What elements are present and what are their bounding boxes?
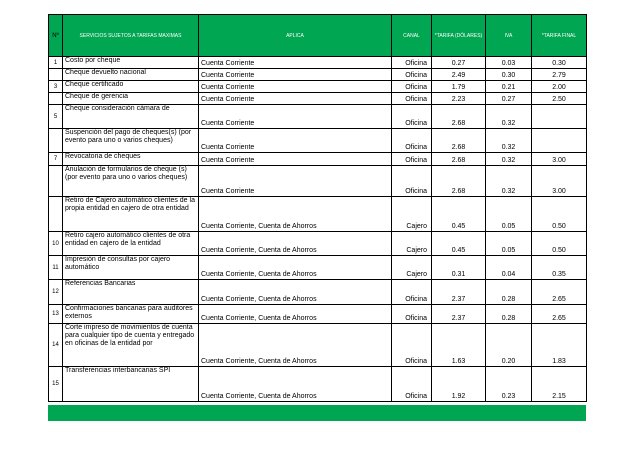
canal-cell: Oficina [392, 280, 432, 305]
tarifa-final-cell: 2.15 [532, 367, 587, 402]
aplica-cell: Cuenta Corriente [199, 69, 392, 81]
iva-cell: 0.32 [486, 153, 532, 166]
table-row [49, 69, 587, 81]
tarifa-cell: 0.45 [432, 232, 486, 256]
tarifa-final-cell: 2.00 [532, 81, 587, 93]
service-cell: Cheque consideración cámara de [63, 105, 199, 129]
tarifa-cell: 2.49 [432, 69, 486, 81]
tarifa-cell: 2.68 [432, 166, 486, 197]
service-cell: Cheque devuelto nacional [63, 69, 199, 81]
iva-cell: 0.20 [486, 324, 532, 367]
tarifa-final-cell: 0.50 [532, 197, 587, 232]
tarifa-cell: 1.63 [432, 324, 486, 367]
tarifa-final-cell: 0.30 [532, 57, 587, 69]
table-row [49, 367, 587, 402]
aplica-cell: Cuenta Corriente [199, 129, 392, 153]
service-cell: Retiro cajero automático clientes de otra entidad en cajero de la entidad [63, 232, 199, 256]
tarifa-cell: 1.92 [432, 367, 486, 402]
iva-cell: 0.21 [486, 81, 532, 93]
header-aplica: APLICA [199, 15, 392, 57]
table-row [49, 280, 587, 305]
aplica-cell: Cuenta Corriente, Cuenta de Ahorros [199, 256, 392, 280]
tarifa-cell: 2.23 [432, 93, 486, 105]
tarifa-final-cell: 0.50 [532, 232, 587, 256]
aplica-cell: Cuenta Corriente [199, 153, 392, 166]
iva-cell: 0.30 [486, 69, 532, 81]
canal-cell: Oficina [392, 153, 432, 166]
iva-cell: 0.23 [486, 367, 532, 402]
canal-cell: Oficina [392, 367, 432, 402]
header-servicios: SERVICIOS SUJETOS A TARIFAS MAXIMAS [63, 15, 199, 57]
tarifa-cell: 2.68 [432, 105, 486, 129]
header-num: Nº [49, 15, 63, 57]
table-row [49, 153, 587, 166]
table-row [49, 305, 587, 324]
canal-cell: Cajero [392, 232, 432, 256]
service-cell: Anulación de formularios de cheque (s) (por evento para uno o varios cheques) [63, 166, 199, 197]
tarifa-final-cell [532, 129, 587, 153]
tarifa-cell: 2.68 [432, 129, 486, 153]
tarifa-final-cell: 3.00 [532, 153, 587, 166]
header-tarifa-final: *TARIFA FINAL [532, 15, 587, 57]
iva-cell: 0.28 [486, 280, 532, 305]
iva-cell: 0.05 [486, 232, 532, 256]
tariff-table [48, 14, 587, 402]
tarifa-final-cell: 0.35 [532, 256, 587, 280]
aplica-cell: Cuenta Corriente [199, 57, 392, 69]
row-number: 14 [49, 324, 63, 367]
table-row [49, 232, 587, 256]
iva-cell: 0.05 [486, 197, 532, 232]
tariff-sheet [48, 14, 586, 402]
canal-cell: Oficina [392, 57, 432, 69]
row-number: 11 [49, 256, 63, 280]
iva-cell: 0.32 [486, 105, 532, 129]
aplica-cell: Cuenta Corriente, Cuenta de Ahorros [199, 232, 392, 256]
aplica-cell: Cuenta Corriente [199, 105, 392, 129]
header-canal: CANAL [392, 15, 432, 57]
service-cell: Cheque certificado [63, 81, 199, 93]
row-number: 15 [49, 367, 63, 402]
header-iva: IVA [486, 15, 532, 57]
tarifa-cell: 0.45 [432, 197, 486, 232]
service-cell: Revocatoria de cheques [63, 153, 199, 166]
table-row [49, 166, 587, 197]
repeated-header-strip [48, 405, 586, 421]
canal-cell: Oficina [392, 105, 432, 129]
canal-cell: Oficina [392, 129, 432, 153]
row-number [49, 166, 63, 197]
row-number: 1 [49, 57, 63, 69]
table-row [49, 105, 587, 129]
aplica-cell: Cuenta Corriente [199, 81, 392, 93]
service-cell: Cheque de gerencia [63, 93, 199, 105]
table-row [49, 324, 587, 367]
row-number: 5 [49, 105, 63, 129]
canal-cell: Oficina [392, 93, 432, 105]
service-cell: Suspención del pago de cheques(s) (por evento para uno o varios cheques) [63, 129, 199, 153]
service-cell: Costo por cheque [63, 57, 199, 69]
tarifa-cell: 2.68 [432, 153, 486, 166]
row-number: 10 [49, 232, 63, 256]
service-cell: Referencias Bancarias [63, 280, 199, 305]
tarifa-final-cell: 3.00 [532, 166, 587, 197]
service-cell: Retiro de Cajero automático clientes de la propia entidad en cajero de otra entidad [63, 197, 199, 232]
canal-cell: Cajero [392, 256, 432, 280]
row-number: 13 [49, 305, 63, 324]
aplica-cell: Cuenta Corriente, Cuenta de Ahorros [199, 280, 392, 305]
tarifa-final-cell: 2.50 [532, 93, 587, 105]
service-cell: Confirmaciones bancarias para auditores externos [63, 305, 199, 324]
table-row [49, 81, 587, 93]
iva-cell: 0.28 [486, 305, 532, 324]
table-header-row [49, 15, 587, 57]
row-number: 3 [49, 81, 63, 93]
tarifa-cell: 1.79 [432, 81, 486, 93]
table-row [49, 197, 587, 232]
iva-cell: 0.32 [486, 166, 532, 197]
canal-cell: Cajero [392, 197, 432, 232]
row-number: 12 [49, 280, 63, 305]
iva-cell: 0.27 [486, 93, 532, 105]
tarifa-final-cell [532, 105, 587, 129]
aplica-cell: Cuenta Corriente, Cuenta de Ahorros [199, 197, 392, 232]
service-cell: Transferencias interbancarias SPI [63, 367, 199, 402]
table-row [49, 129, 587, 153]
tarifa-cell: 2.37 [432, 305, 486, 324]
canal-cell: Oficina [392, 81, 432, 93]
tarifa-cell: 2.37 [432, 280, 486, 305]
table-body [49, 57, 587, 402]
iva-cell: 0.04 [486, 256, 532, 280]
canal-cell: Oficina [392, 324, 432, 367]
row-number: 7 [49, 153, 63, 166]
iva-cell: 0.32 [486, 129, 532, 153]
aplica-cell: Cuenta Corriente, Cuenta de Ahorros [199, 305, 392, 324]
iva-cell: 0.03 [486, 57, 532, 69]
tarifa-cell: 0.31 [432, 256, 486, 280]
row-number [49, 69, 63, 81]
tarifa-final-cell: 2.65 [532, 305, 587, 324]
tarifa-final-cell: 2.65 [532, 280, 587, 305]
service-cell: Impresión de consultas por cajero automático [63, 256, 199, 280]
tarifa-final-cell: 1.83 [532, 324, 587, 367]
canal-cell: Oficina [392, 69, 432, 81]
canal-cell: Oficina [392, 166, 432, 197]
aplica-cell: Cuenta Corriente [199, 166, 392, 197]
row-number [49, 129, 63, 153]
row-number [49, 197, 63, 232]
row-number [49, 93, 63, 105]
aplica-cell: Cuenta Corriente [199, 93, 392, 105]
table-row [49, 256, 587, 280]
header-tarifa: *TARIFA (DÓLARES) [432, 15, 486, 57]
table-row [49, 93, 587, 105]
table-row [49, 57, 587, 69]
tarifa-cell: 0.27 [432, 57, 486, 69]
service-cell: Corte impreso de movimientos de cuenta para cualquier tipo de cuenta y entregado en oficinas de la entidad por [63, 324, 199, 367]
aplica-cell: Cuenta Corriente, Cuenta de Ahorros [199, 324, 392, 367]
tarifa-final-cell: 2.79 [532, 69, 587, 81]
canal-cell: Oficina [392, 305, 432, 324]
aplica-cell: Cuenta Corriente, Cuenta de Ahorros [199, 367, 392, 402]
